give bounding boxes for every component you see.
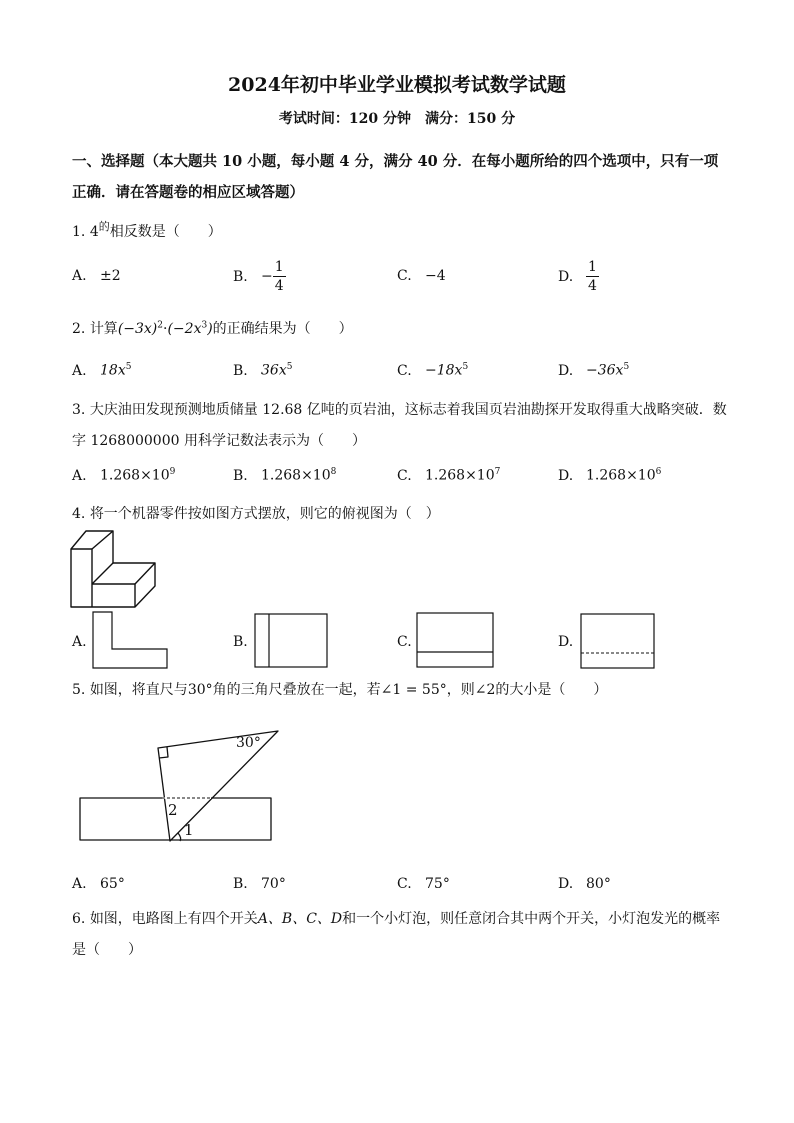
option-label: C.: [397, 268, 412, 284]
q5-text-b: 角的三角尺叠放在一起，若: [212, 682, 381, 698]
question-6-line2: 是（ ）: [72, 942, 142, 958]
q2-exp1: 2: [157, 320, 164, 331]
option-exponent: 5: [125, 362, 132, 372]
option-label: A.: [72, 876, 87, 892]
option-exponent: 7: [494, 467, 501, 477]
option-label: D.: [558, 876, 574, 892]
q2-option-a: [72, 362, 131, 379]
question-5: [72, 679, 607, 699]
q5-option-c: [397, 876, 450, 892]
option-label: D.: [558, 362, 574, 379]
option-label: A.: [72, 467, 87, 484]
q3-option-d: [558, 467, 661, 484]
q2-option-b: [233, 362, 292, 379]
label-angle-2: 2: [168, 801, 178, 819]
option-text: 36x: [261, 362, 287, 379]
q1-option-a: [72, 268, 121, 284]
q3-option-a: [72, 467, 175, 484]
machine-part-figure: [70, 526, 160, 612]
option-label: C.: [397, 876, 412, 892]
option-text: 1.268×10: [100, 467, 170, 484]
option-text: 1.268×10: [586, 467, 656, 484]
question-3: [72, 399, 727, 419]
option-text: −36x: [586, 362, 624, 379]
question-number: 4.: [72, 506, 86, 522]
question-number: 3.: [72, 402, 86, 418]
option-text: 18x: [100, 362, 126, 379]
q3-option-b: [233, 467, 336, 484]
option-text: 1.268×10: [261, 467, 331, 484]
label-30-degrees: 30°: [236, 735, 261, 751]
numerator: 1: [274, 259, 284, 275]
option-label: D.: [558, 268, 574, 285]
q2-expr2: (−2x: [167, 321, 202, 337]
option-label: B.: [233, 362, 248, 379]
top-view-l-shape: [92, 611, 168, 669]
right-angle-mark: [159, 747, 168, 758]
question-1: [72, 218, 222, 241]
q6-line1-b: 和一个小灯泡，则任意闭合其中两个开关，小灯泡发光的概率: [342, 911, 721, 927]
q4-option-b-label: B.: [233, 634, 248, 650]
question-3-line2: 字 1268000000 用科学记数法表示为（ ）: [72, 433, 366, 449]
question-2: [72, 318, 353, 338]
option-label: A.: [72, 362, 87, 379]
q1-text: 相反数是（ ）: [109, 224, 222, 240]
q4-option-c-label: C.: [397, 634, 412, 650]
option-label: B.: [233, 268, 248, 285]
q2-exp2: 3: [201, 320, 208, 331]
option-exponent: 5: [623, 362, 630, 372]
option-label: D.: [558, 467, 574, 484]
q5-text-d: 的大小是（ ）: [495, 682, 608, 698]
fraction: [273, 258, 286, 295]
top-view-horizontal-line: [416, 612, 494, 668]
q2-expr1: (−3x): [117, 321, 158, 337]
minus-sign: −: [261, 268, 273, 285]
q4-option-d-label: D.: [558, 634, 574, 650]
q6-line1-a: 如图，电路图上有四个开关: [89, 911, 258, 927]
top-view-dashed-line: [580, 613, 655, 669]
exam-info: 考试时间：120 分钟 满分：150 分: [278, 111, 516, 127]
option-text: −4: [425, 268, 446, 284]
top-view-vertical-line: [254, 613, 328, 668]
q1-option-b: [233, 258, 286, 295]
q5-text-a: 如图，将直尺与: [89, 682, 188, 698]
q2-option-c: [397, 362, 468, 379]
option-label: A.: [72, 268, 87, 284]
section-heading: 一、选择题（本大题共 10 小题，每小题 4 分，满分 40 分．在每小题所给的四个选项中，只有一项正确．请在答题卷的相应区域答题）: [72, 153, 719, 201]
q4-text: 将一个机器零件按如图方式摆放，则它的俯视图为（ ）: [89, 506, 440, 522]
q5-option-b: [233, 876, 286, 892]
q3-line1: 大庆油田发现预测地质储量 12.68 亿吨的页岩油，这标志着我国页岩油勘探开发取得重大战略突破．数: [89, 402, 727, 418]
q1-base: 4: [89, 224, 99, 240]
option-label: B.: [233, 467, 248, 484]
page-title: 2024年初中毕业学业模拟考试数学试题: [228, 74, 566, 96]
label-angle-1: 1: [184, 821, 194, 839]
option-text: 80°: [586, 876, 611, 892]
q5-condition: ∠1 = 55°: [380, 682, 447, 698]
option-exponent: 5: [462, 362, 469, 372]
question-number: 2.: [72, 321, 86, 337]
q2-prefix: 计算: [89, 321, 118, 337]
option-text: 1.268×10: [425, 467, 495, 484]
q2-dot: ·: [163, 321, 168, 337]
q5-target: ∠2: [474, 682, 496, 698]
option-exponent: 9: [169, 467, 176, 477]
option-text: ±2: [100, 268, 121, 284]
option-text: 65°: [100, 876, 125, 892]
q1-option-c: [397, 268, 446, 284]
q2-expr2-end: ): [207, 321, 213, 337]
denominator: 4: [274, 278, 284, 294]
q3-option-c: [397, 467, 500, 484]
option-label: C.: [397, 467, 412, 484]
question-number: 5.: [72, 682, 86, 698]
q5-option-a: [72, 876, 125, 892]
numerator: 1: [588, 259, 597, 275]
q1-option-d: [558, 258, 599, 295]
q5-option-d: [558, 876, 611, 892]
option-text: 70°: [261, 876, 286, 892]
question-number: 6.: [72, 911, 86, 927]
option-text: −18x: [425, 362, 463, 379]
fraction: [586, 258, 599, 295]
question-number: 1.: [72, 224, 86, 240]
option-exponent: 8: [330, 467, 337, 477]
option-exponent: 5: [286, 362, 293, 372]
denominator: 4: [588, 278, 597, 294]
q4-option-a-label: A.: [72, 634, 87, 650]
option-exponent: 6: [655, 467, 662, 477]
option-label: C.: [397, 362, 412, 379]
q5-text-c: ，则: [446, 682, 475, 698]
question-6: [72, 908, 720, 928]
option-text: 75°: [425, 876, 450, 892]
option-label: B.: [233, 876, 248, 892]
q1-small: 的: [98, 220, 110, 233]
q6-switches: A、B、C、D: [257, 911, 343, 927]
q2-suffix: 的正确结果为（ ）: [212, 321, 353, 337]
q2-option-d: [558, 362, 629, 379]
question-4: [72, 503, 440, 523]
q5-angle30: 30°: [187, 682, 213, 698]
